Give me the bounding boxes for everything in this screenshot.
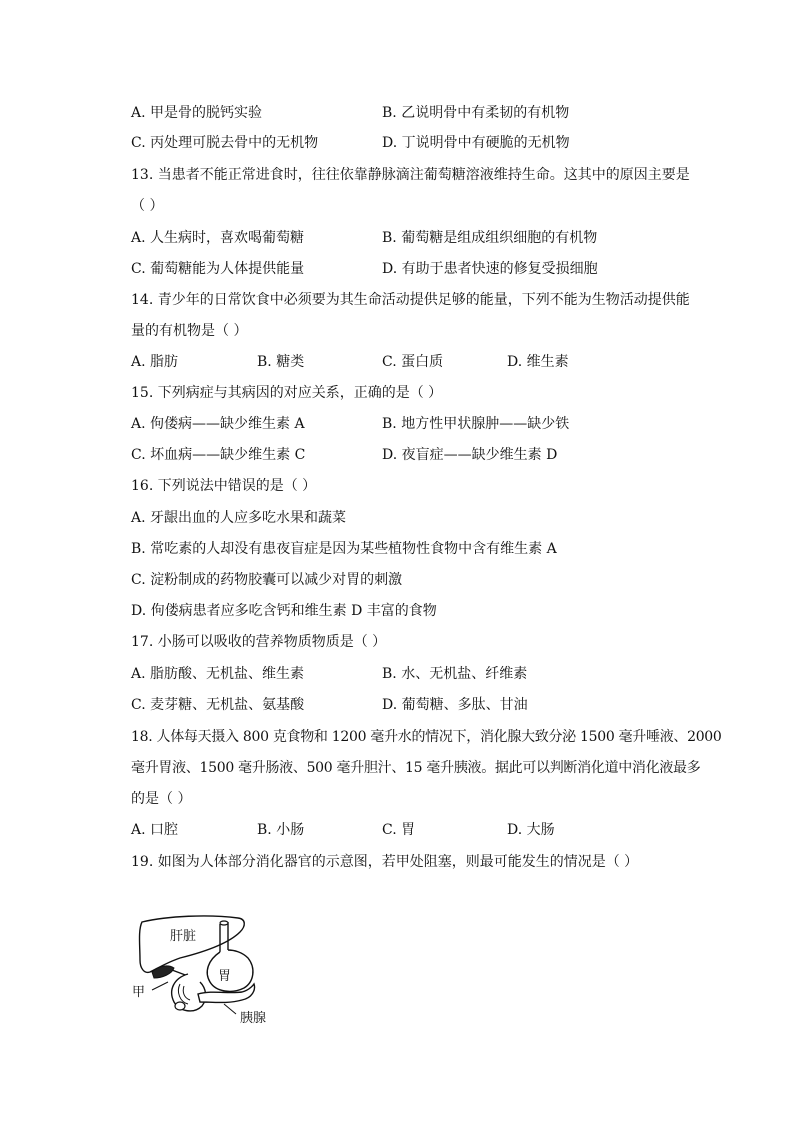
q16-stem: 16. 下列说法中错误的是（ ） bbox=[131, 478, 317, 494]
q12-option-b: B. 乙说明骨中有柔韧的有机物 bbox=[382, 105, 570, 121]
q12-option-c: C. 丙处理可脱去骨中的无机物 bbox=[131, 135, 319, 151]
q17-stem: 17. 小肠可以吸收的营养物质物质是（ ） bbox=[131, 634, 387, 650]
q18-stem-line1: 18. 人体每天摄入 800 克食物和 1200 毫升水的情况下，消化腺大致分泌 1500 毫升唾液、2000 bbox=[131, 729, 722, 745]
q14-option-b: B. 糖类 bbox=[257, 354, 305, 370]
q17-option-c: C. 麦芽糖、无机盐、氨基酸 bbox=[131, 697, 305, 713]
q17-option-d: D. 葡萄糖、多肽、甘油 bbox=[382, 697, 528, 713]
q12-option-d: D. 丁说明骨中有硬脆的无机物 bbox=[382, 135, 570, 151]
label-jia: 甲 bbox=[132, 985, 146, 1000]
q18-option-b: B. 小肠 bbox=[257, 822, 305, 838]
q13-option-a: A. 人生病时，喜欢喝葡萄糖 bbox=[131, 230, 305, 246]
q17-option-b: B. 水、无机盐、纤维素 bbox=[382, 666, 528, 682]
q18-option-c: C. 胃 bbox=[382, 822, 416, 838]
q15-option-b: B. 地方性甲状腺肿——缺少铁 bbox=[382, 416, 570, 432]
q13-option-c: C. 葡萄糖能为人体提供能量 bbox=[131, 261, 305, 277]
q15-option-d: D. 夜盲症——缺少维生素 D bbox=[382, 447, 558, 463]
q18-option-a: A. 口腔 bbox=[131, 822, 179, 838]
q15-option-c: C. 坏血病——缺少维生素 C bbox=[131, 447, 306, 463]
q14-stem-line1: 14. 青少年的日常饮食中必须要为其生命活动提供足够的能量，下列不能为生物活动提供能 bbox=[131, 292, 690, 308]
q18-option-d: D. 大肠 bbox=[507, 822, 555, 838]
label-pancreas: 胰腺 bbox=[240, 1011, 267, 1026]
q16-option-c: C. 淀粉制成的药物胶囊可以减少对胃的刺激 bbox=[131, 572, 403, 588]
q16-option-d: D. 佝偻病患者应多吃含钙和维生素 D 丰富的食物 bbox=[131, 603, 437, 619]
q13-option-b: B. 葡萄糖是组成组织细胞的有机物 bbox=[382, 230, 598, 246]
q18-stem-line3: 的是（ ） bbox=[131, 791, 192, 807]
label-stomach: 胃 bbox=[218, 969, 232, 984]
q14-option-d: D. 维生素 bbox=[507, 354, 569, 370]
q19-stem: 19. 如图为人体部分消化器官的示意图，若甲处阻塞，则最可能发生的情况是（ ） bbox=[131, 854, 639, 870]
digestive-organs-figure bbox=[128, 910, 288, 1030]
q17-option-a: A. 脂肪酸、无机盐、维生素 bbox=[131, 666, 305, 682]
q14-option-a: A. 脂肪 bbox=[131, 354, 179, 370]
q15-stem: 15. 下列病症与其病因的对应关系，正确的是（ ） bbox=[131, 385, 443, 401]
label-liver: 肝脏 bbox=[170, 929, 197, 944]
q12-option-a: A. 甲是骨的脱钙实验 bbox=[131, 105, 263, 121]
q15-option-a: A. 佝偻病——缺少维生素 A bbox=[131, 416, 305, 432]
q13-stem-line2: （ ） bbox=[131, 198, 164, 214]
q14-option-c: C. 蛋白质 bbox=[382, 354, 444, 370]
q18-stem-line2: 毫升胃液、1500 毫升肠液、500 毫升胆汁、15 毫升胰液。据此可以判断消化道中消化液最多 bbox=[131, 760, 701, 776]
q13-stem-line1: 13. 当患者不能正常进食时，往往依靠静脉滴注葡萄糖溶液维持生命。这其中的原因主要是 bbox=[131, 167, 690, 183]
q16-option-a: A. 牙龈出血的人应多吃水果和蔬菜 bbox=[131, 510, 347, 526]
q14-stem-line2: 量的有机物是（ ） bbox=[131, 323, 248, 339]
q13-option-d: D. 有助于患者快速的修复受损细胞 bbox=[382, 261, 598, 277]
q16-option-b: B. 常吃素的人却没有患夜盲症是因为某些植物性食物中含有维生素 A bbox=[131, 541, 557, 557]
